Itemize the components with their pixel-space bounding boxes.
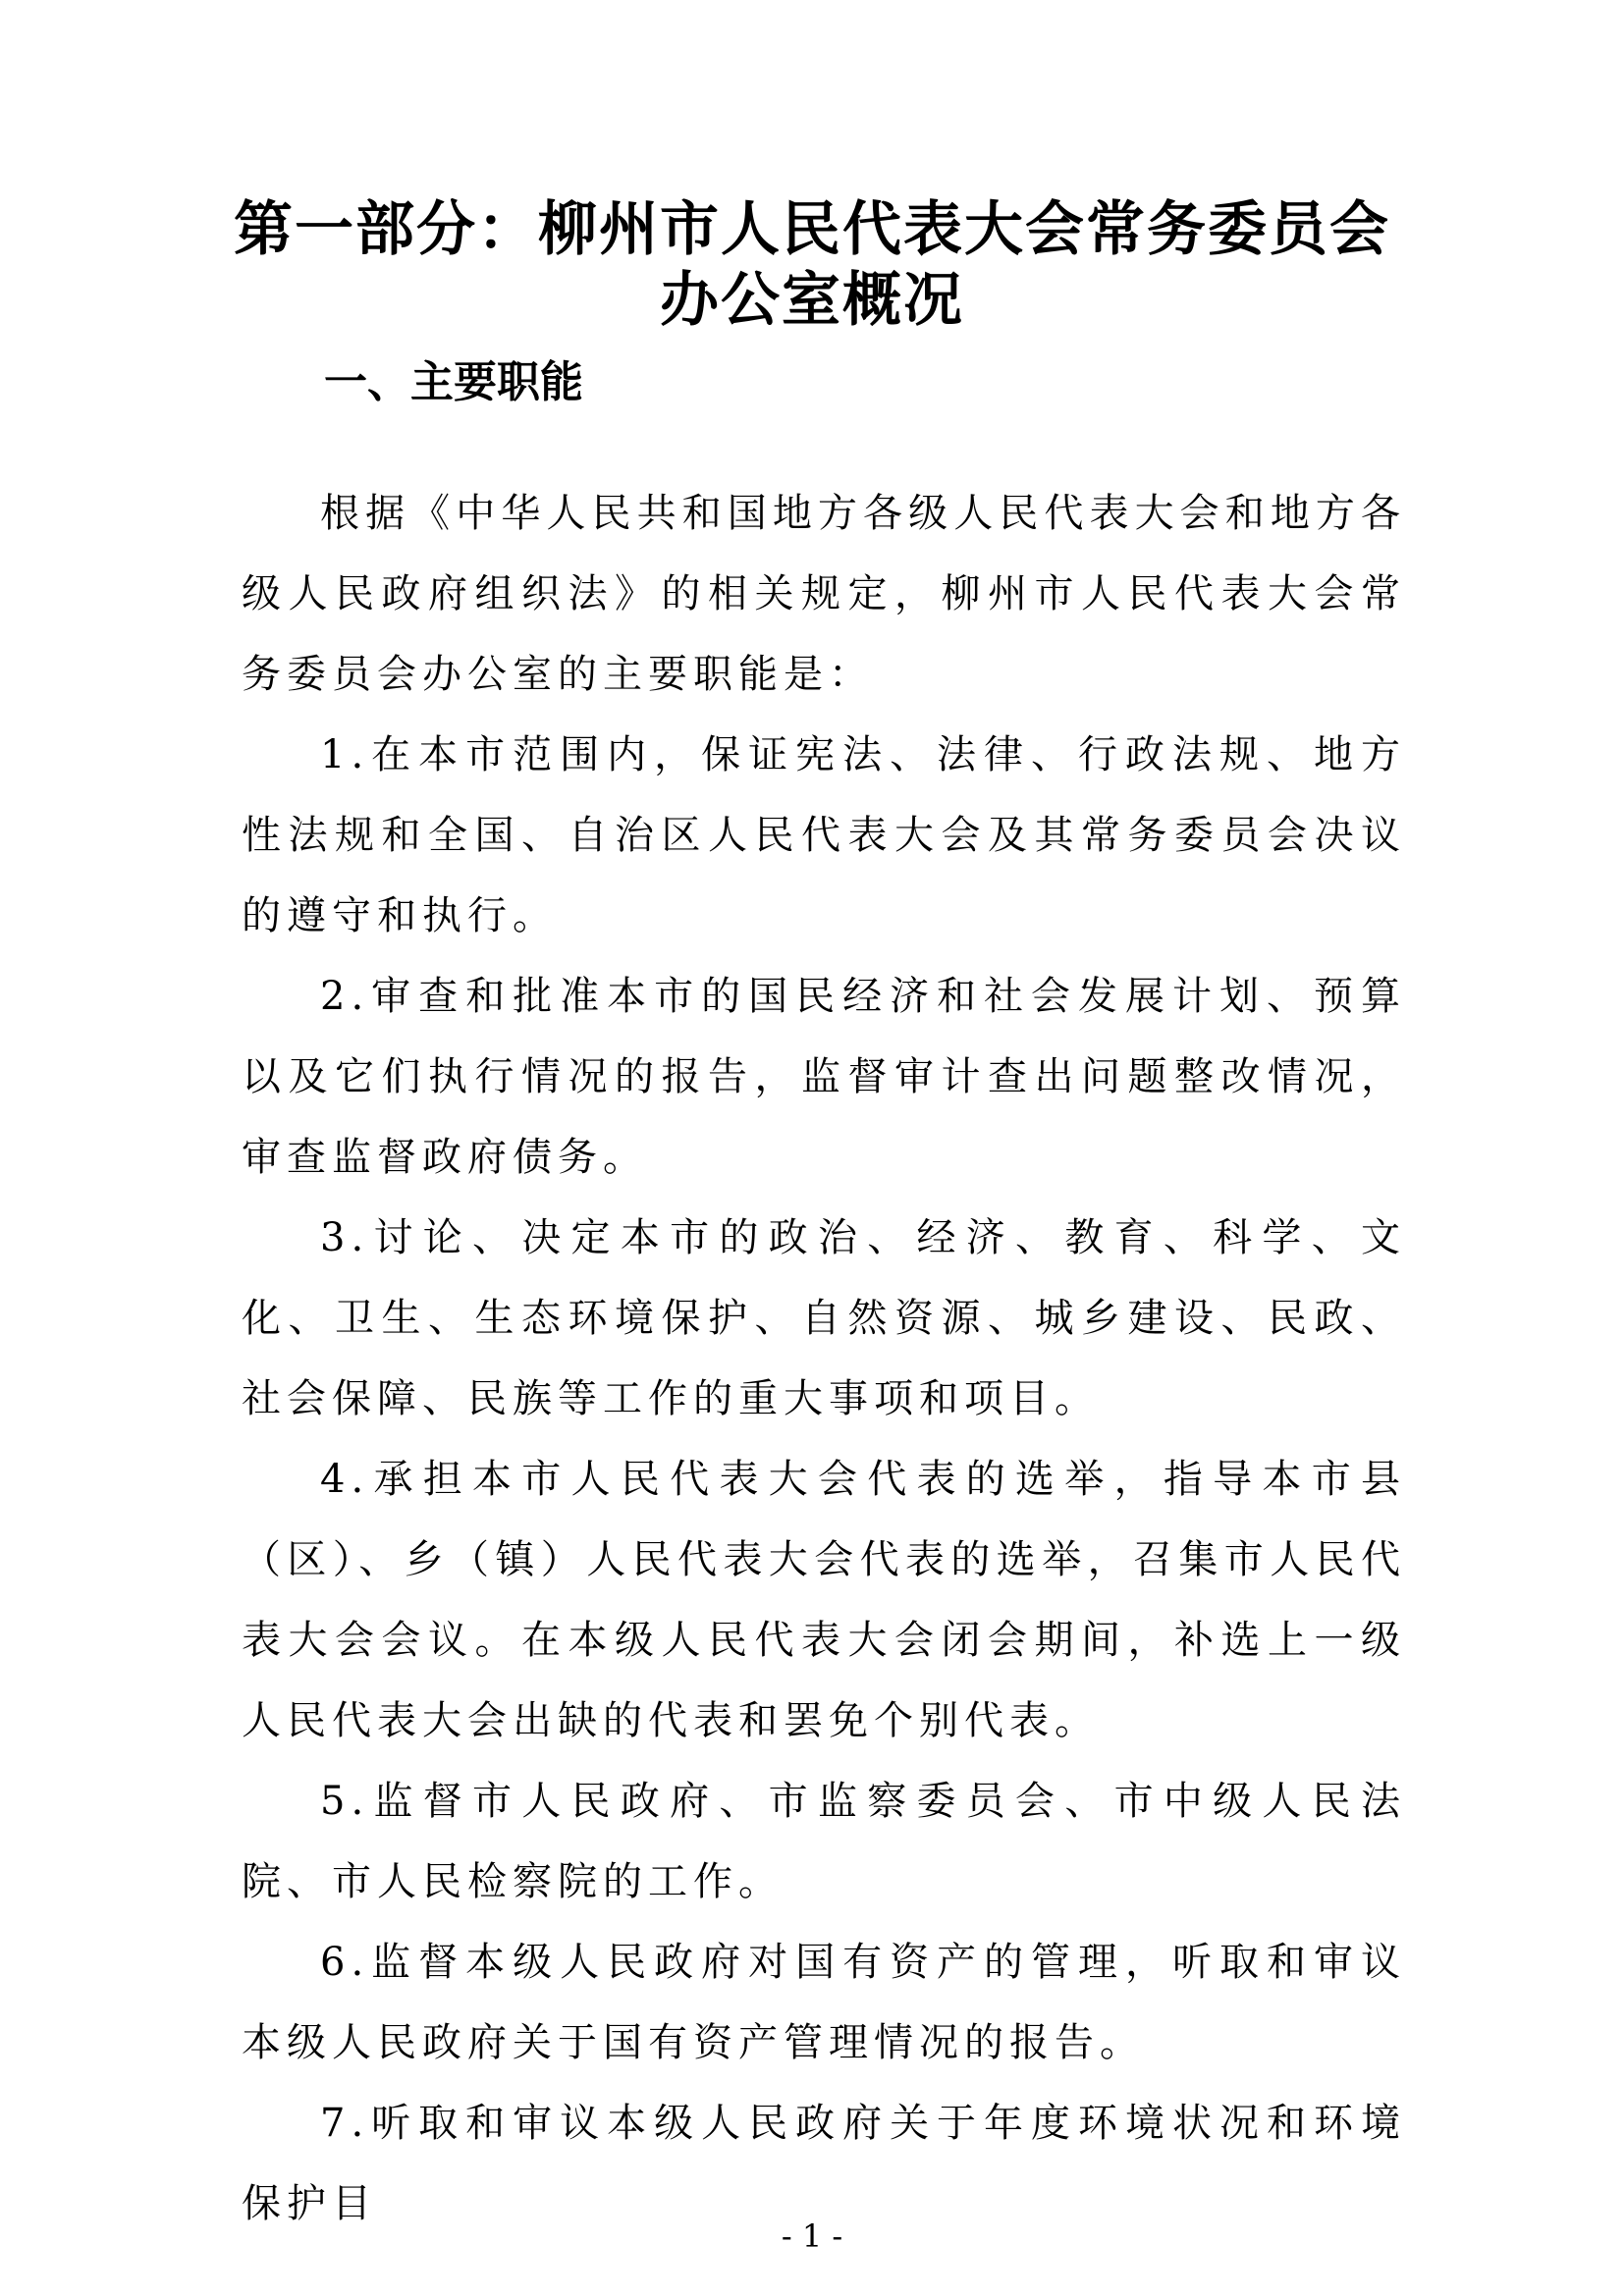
paragraph-item-3: 3.讨论、决定本市的政治、经济、教育、科学、文化、卫生、生态环境保护、自然资源、城乡建设、民政、社会保障、民族等工作的重大事项和项目。 — [242, 1215, 1406, 1421]
paragraph-intro: 根据《中华人民共和国地方各级人民代表大会和地方各级人民政府组织法》的相关规定，柳州市人民代表大会常务委员会办公室的主要职能是： — [242, 491, 1406, 697]
paragraph-item-5: 5.监督市人民政府、市监察委员会、市中级人民法院、市人民检察院的工作。 — [242, 1779, 1406, 1904]
paragraph-item-7: 7.听取和审议本级人民政府关于年度环境状况和环境保护目 — [242, 2101, 1406, 2226]
paragraph-item-2: 2.审查和批准本市的国民经济和社会发展计划、预算以及它们执行情况的报告，监督审计查出问题整改情况，审查监督政府债务。 — [242, 974, 1406, 1180]
page-title — [196, 194, 1428, 336]
page-title-line-1: 第一部分：柳州市人民代表大会常务委员会 — [234, 195, 1390, 265]
paragraph-item-1: 1.在本市范围内，保证宪法、法律、行政法规、地方性法规和全国、自治区人民代表大会及其常务委员会决议的遵守和执行。 — [242, 732, 1406, 938]
paragraph-item-4: 4.承担本市人民代表大会代表的选举，指导本市县（区）、乡（镇）人民代表大会代表的选举，召集市人民代表大会会议。在本级人民代表大会闭会期间，补选上一级人民代表大会出缺的代表和罢免个别代表。 — [242, 1457, 1406, 1743]
page-title-line-2: 办公室概况 — [660, 266, 964, 336]
section-heading: 一、主要职能 — [324, 357, 583, 407]
paragraph-item-6: 6.监督本级人民政府对国有资产的管理，听取和审议本级人民政府关于国有资产管理情况的报告。 — [242, 1940, 1406, 2065]
page-number: - 1 - — [781, 2217, 843, 2255]
document-body — [242, 473, 1406, 2244]
